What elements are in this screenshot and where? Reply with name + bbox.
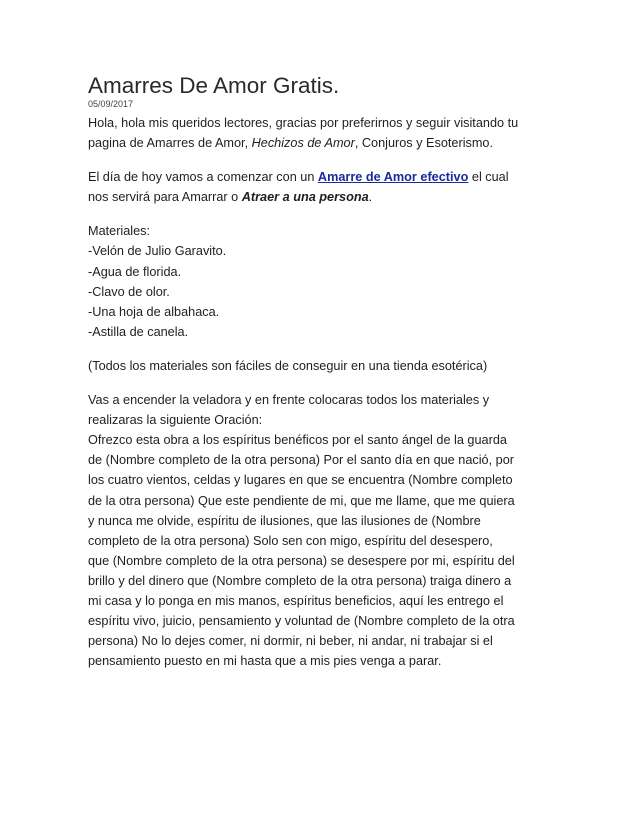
- prayer-line: pensamiento puesto en mi hasta que a mis pies venga a parar.: [88, 654, 442, 669]
- material-item: -Velón de Julio Garavito.: [88, 244, 227, 259]
- amarre-link[interactable]: Amarre de Amor efectivo: [317, 170, 469, 185]
- materials-heading: Materiales:: [88, 224, 151, 239]
- intro-text-a: pagina de Amarres de Amor,: [88, 136, 252, 151]
- today-line-2: [88, 187, 558, 207]
- materials-list: [88, 221, 558, 342]
- prayer-line: Vas a encender la veladora y en frente colocaras todos los materiales y: [88, 393, 490, 408]
- article-date: 05/09/2017: [88, 99, 134, 109]
- prayer-paragraph: [88, 390, 558, 671]
- material-item: -Agua de florida.: [88, 264, 182, 279]
- material-item: -Clavo de olor.: [88, 284, 170, 299]
- article-title: Amarres De Amor Gratis.: [88, 73, 340, 98]
- today-text-d: .: [368, 190, 373, 205]
- prayer-line: mi casa y lo ponga en mis manos, espíritus beneficios, aquí les entrego el: [88, 593, 504, 608]
- prayer-line: los cuatro vientos, celdas y lugares en que se encuentra (Nombre completo: [88, 473, 513, 488]
- intro-paragraph: [88, 113, 558, 153]
- today-text-b: el cual: [468, 170, 509, 185]
- today-bold-italic-text: Atraer a una persona: [241, 190, 369, 205]
- prayer-line: Ofrezco esta obra a los espíritus benéficos por el santo ángel de la guarda: [88, 433, 507, 448]
- intro-italic-text: Hechizos de Amor: [251, 136, 355, 151]
- prayer-line: espíritu vivo, juicio, pensamiento y voluntad de (Nombre completo de la otra: [88, 614, 515, 629]
- intro-text-b: , Conjuros y Esoterismo.: [354, 136, 494, 151]
- prayer-line: realizaras la siguiente Oración:: [88, 413, 263, 428]
- prayer-line: y nunca me olvide, espíritu de ilusiones, que las ilusiones de (Nombre: [88, 513, 481, 528]
- prayer-line: persona) No lo dejes comer, ni dormir, ni beber, ni andar, ni trabajar si el: [88, 634, 493, 649]
- materials-note: [88, 356, 558, 376]
- prayer-line: de la otra persona) Que este pendiente de mi, que me llame, que me quiera: [88, 493, 515, 508]
- today-text-c: nos servirá para Amarrar o: [88, 190, 242, 205]
- prayer-line: brillo y del dinero que (Nombre completo de la otra persona) traiga dinero a: [88, 573, 512, 588]
- prayer-line: de (Nombre completo de la otra persona) Por el santo día en que nació, por: [88, 453, 514, 468]
- material-item: -Astilla de canela.: [88, 324, 189, 339]
- prayer-line: que (Nombre completo de la otra persona) se desespere por mi, espíritu del: [88, 553, 515, 568]
- intro-line-2: [88, 133, 558, 153]
- today-line-1: [88, 167, 558, 187]
- article: [88, 72, 558, 685]
- today-text-a: El día de hoy vamos a comenzar con un: [88, 170, 318, 185]
- note-line: (Todos los materiales son fáciles de conseguir en una tienda esotérica): [88, 358, 488, 373]
- today-paragraph: [88, 167, 558, 207]
- intro-line-1: Hola, hola mis queridos lectores, gracias por preferirnos y seguir visitando tu: [88, 116, 519, 130]
- material-item: -Una hoja de albahaca.: [88, 304, 220, 319]
- prayer-line: completo de la otra persona) Solo sen con migo, espíritu del desespero,: [88, 533, 493, 548]
